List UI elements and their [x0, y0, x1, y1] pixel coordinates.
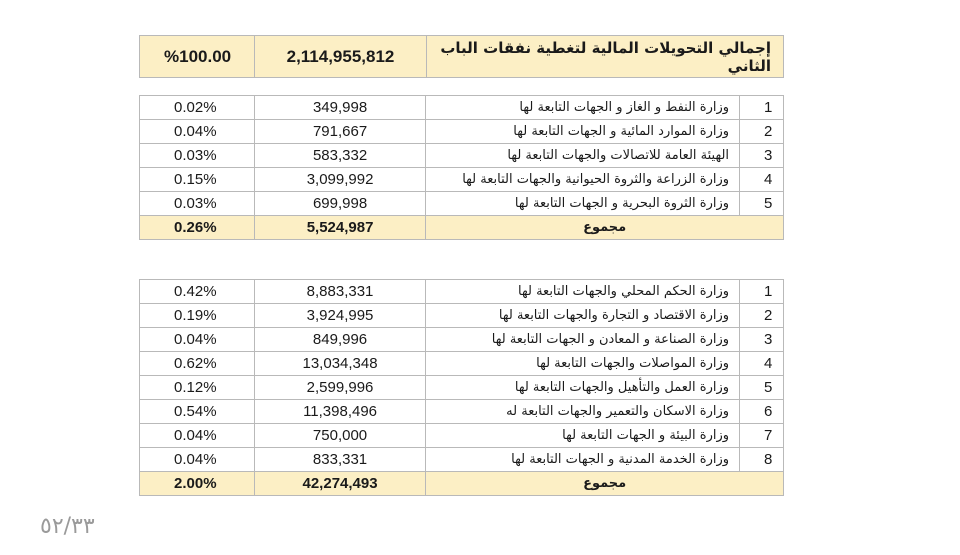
entity-name-cell: الهيئة العامة للاتصالات والجهات التابعة لها: [426, 144, 740, 168]
amount-cell: 750,000: [254, 424, 426, 448]
percent-cell: 0.04%: [140, 120, 255, 144]
row-number-cell: 5: [740, 376, 784, 400]
total-percent: 0.26%: [140, 216, 255, 240]
percent-cell: 0.62%: [140, 352, 255, 376]
percent-cell: 0.54%: [140, 400, 255, 424]
table-row: [140, 120, 784, 144]
amount-cell: 833,331: [254, 448, 426, 472]
percent-cell: 0.02%: [140, 96, 255, 120]
table-row: [140, 352, 784, 376]
percent-cell: 0.03%: [140, 192, 255, 216]
table-row: [140, 304, 784, 328]
table-row: [140, 96, 784, 120]
row-number-cell: 2: [740, 304, 784, 328]
table-row: [140, 280, 784, 304]
amount-cell: 13,034,348: [254, 352, 426, 376]
amount-cell: 3,924,995: [254, 304, 426, 328]
entity-name-cell: وزارة النفط و الغاز و الجهات التابعة لها: [426, 96, 740, 120]
amount-cell: 583,332: [254, 144, 425, 168]
table-row: [140, 328, 784, 352]
percent-cell: 0.12%: [140, 376, 255, 400]
entity-name-cell: وزارة الزراعة والثروة الحيوانية والجهات التابعة لها: [426, 168, 740, 192]
amount-cell: 2,599,996: [254, 376, 426, 400]
total-label: مجموع: [426, 472, 784, 496]
table-row: [140, 192, 784, 216]
entity-name-cell: وزارة الاقتصاد و التجارة والجهات التابعة لها: [426, 304, 740, 328]
total-amount: 5,524,987: [254, 216, 425, 240]
entity-name-cell: وزارة الاسكان والتعمير والجهات التابعة له: [426, 400, 740, 424]
amount-cell: 349,998: [254, 96, 425, 120]
summary-table: [139, 35, 784, 78]
summary-title: إجمالي التحويلات المالية لتغطية نفقات الباب الثاني: [427, 36, 784, 78]
total-amount: 42,274,493: [254, 472, 426, 496]
row-number-cell: 3: [740, 144, 784, 168]
entity-name-cell: وزارة العمل والتأهيل والجهات التابعة لها: [426, 376, 740, 400]
row-number-cell: 3: [740, 328, 784, 352]
summary-amount: 2,114,955,812: [255, 36, 427, 78]
row-number-cell: 5: [740, 192, 784, 216]
percent-cell: 0.03%: [140, 144, 255, 168]
summary-percent: %100.00: [140, 36, 255, 78]
row-number-cell: 4: [740, 168, 784, 192]
entity-name-cell: وزارة الحكم المحلي والجهات التابعة لها: [426, 280, 740, 304]
row-number-cell: 8: [740, 448, 784, 472]
row-number-cell: 1: [740, 96, 784, 120]
row-number-cell: 1: [740, 280, 784, 304]
table-row: [140, 448, 784, 472]
table-row: [140, 376, 784, 400]
entity-name-cell: وزارة الخدمة المدنية و الجهات التابعة لها: [426, 448, 740, 472]
amount-cell: 3,099,992: [254, 168, 425, 192]
entity-name-cell: وزارة البيئة و الجهات التابعة لها: [426, 424, 740, 448]
percent-cell: 0.19%: [140, 304, 255, 328]
amount-cell: 11,398,496: [254, 400, 426, 424]
amount-cell: 699,998: [254, 192, 425, 216]
table-row: [140, 144, 784, 168]
entity-name-cell: وزارة الموارد المائية و الجهات التابعة لها: [426, 120, 740, 144]
percent-cell: 0.04%: [140, 328, 255, 352]
total-row: [140, 472, 784, 496]
percent-cell: 0.42%: [140, 280, 255, 304]
row-number-cell: 6: [740, 400, 784, 424]
entity-name-cell: وزارة الثروة البحرية و الجهات التابعة لها: [426, 192, 740, 216]
group1-table: [139, 95, 784, 240]
row-number-cell: 7: [740, 424, 784, 448]
table-row: [140, 168, 784, 192]
percent-cell: 0.04%: [140, 448, 255, 472]
table-row: [140, 400, 784, 424]
amount-cell: 849,996: [254, 328, 426, 352]
amount-cell: 8,883,331: [254, 280, 426, 304]
group2-table: [139, 279, 784, 496]
percent-cell: 0.15%: [140, 168, 255, 192]
row-number-cell: 2: [740, 120, 784, 144]
total-row: [140, 216, 784, 240]
total-percent: 2.00%: [140, 472, 255, 496]
page-number: ٥٢/٣٣: [40, 514, 95, 539]
percent-cell: 0.04%: [140, 424, 255, 448]
summary-row: [140, 36, 784, 78]
table-row: [140, 424, 784, 448]
entity-name-cell: وزارة المواصلات والجهات التابعة لها: [426, 352, 740, 376]
row-number-cell: 4: [740, 352, 784, 376]
entity-name-cell: وزارة الصناعة و المعادن و الجهات التابعة لها: [426, 328, 740, 352]
total-label: مجموع: [426, 216, 784, 240]
amount-cell: 791,667: [254, 120, 425, 144]
